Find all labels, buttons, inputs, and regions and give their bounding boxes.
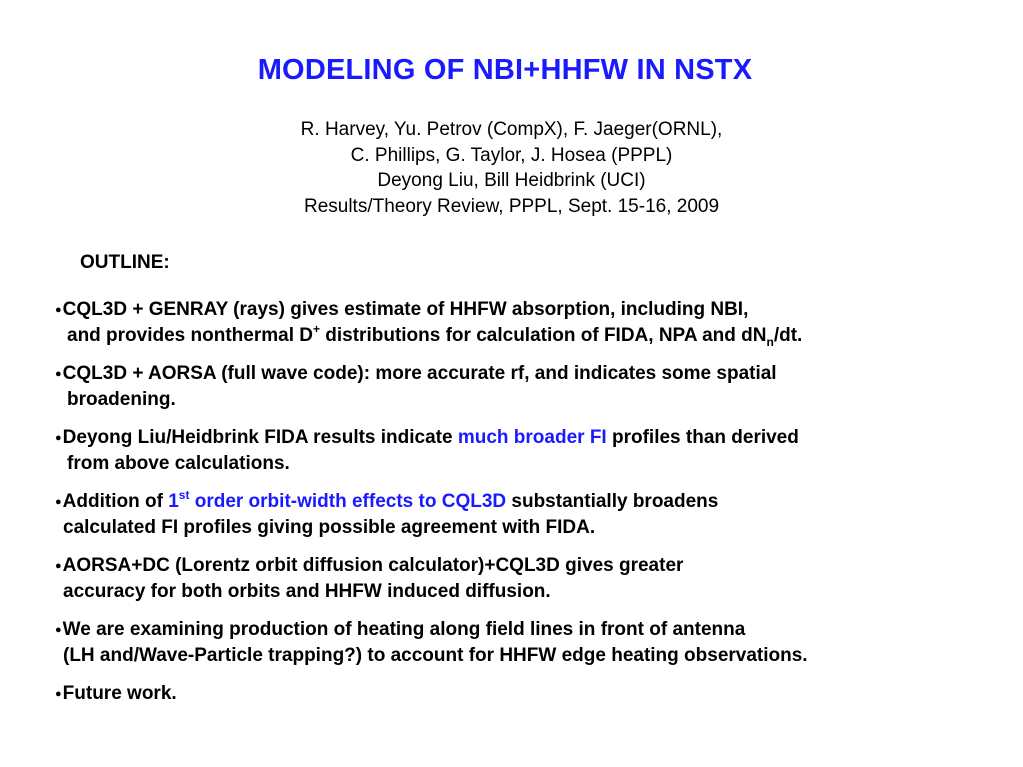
bullet-dot-icon: ● xyxy=(55,368,62,380)
bullet-text: distributions for calculation of FIDA, NPA and dN xyxy=(320,325,767,346)
bullet-dot-icon: ● xyxy=(55,432,62,444)
bullet-dot-icon: ● xyxy=(55,688,62,700)
meeting-line: Results/Theory Review, PPPL, Sept. 15-16, 2009 xyxy=(303,195,720,217)
bullet-list xyxy=(55,297,1015,719)
bullet-text: calculated FI profiles giving possible agreement with FIDA. xyxy=(63,517,596,538)
superscript: st xyxy=(178,488,190,502)
bullet-text: We are examining production of heating along field lines in front of antenna xyxy=(62,619,746,640)
bullet-text: CQL3D + AORSA (full wave code): more accurate rf, and indicates some spatial xyxy=(62,363,777,384)
bullet-item-orbit-width xyxy=(55,489,1015,541)
bullet-text: Addition of xyxy=(62,491,169,512)
bullet-dot-icon: ● xyxy=(55,624,62,636)
author-line: R. Harvey, Yu. Petrov (CompX), F. Jaeger(ORNL), xyxy=(300,119,723,140)
slide-title: MODELING OF NBI+HHFW IN NSTX xyxy=(257,54,753,86)
bullet-text: and provides nonthermal D xyxy=(67,325,313,346)
author-line: Deyong Liu, Bill Heidbrink (UCI) xyxy=(377,170,646,191)
bullet-item-genray xyxy=(55,297,1015,349)
bullet-item-aorsa xyxy=(55,361,1015,413)
bullet-item-fida xyxy=(55,425,1015,477)
bullet-dot-icon: ● xyxy=(55,304,62,316)
highlight-text: 1 xyxy=(168,491,179,512)
bullet-item-aorsa-dc xyxy=(55,553,1015,605)
subscript: n xyxy=(766,335,774,349)
highlight-text: much broader FI xyxy=(457,427,607,448)
bullet-text: substantially broadens xyxy=(506,491,719,512)
bullet-text: broadening. xyxy=(67,389,176,410)
bullet-text: AORSA+DC (Lorentz orbit diffusion calculator)+CQL3D gives greater xyxy=(62,555,684,576)
author-block xyxy=(0,117,1023,219)
bullet-text: Future work. xyxy=(62,683,177,704)
bullet-text: from above calculations. xyxy=(67,453,290,474)
highlight-text: order orbit-width effects to CQL3D xyxy=(189,491,507,512)
bullet-text: CQL3D + GENRAY (rays) gives estimate of HHFW absorption, including NBI, xyxy=(62,299,749,320)
bullet-text: profiles than derived xyxy=(606,427,799,448)
outline-heading: OUTLINE: xyxy=(80,252,170,273)
bullet-text: accuracy for both orbits and HHFW induced diffusion. xyxy=(63,581,551,602)
bullet-text: /dt. xyxy=(773,325,803,346)
bullet-dot-icon: ● xyxy=(55,496,62,508)
bullet-text: (LH and/Wave-Particle trapping?) to account for HHFW edge heating observations. xyxy=(63,645,808,666)
bullet-item-future-work xyxy=(55,681,1015,707)
superscript: + xyxy=(312,322,320,336)
author-line: C. Phillips, G. Taylor, J. Hosea (PPPL) xyxy=(350,144,673,166)
bullet-dot-icon: ● xyxy=(55,560,62,572)
bullet-item-edge-heating xyxy=(55,617,1015,669)
bullet-text: Deyong Liu/Heidbrink FIDA results indicate xyxy=(62,427,458,448)
